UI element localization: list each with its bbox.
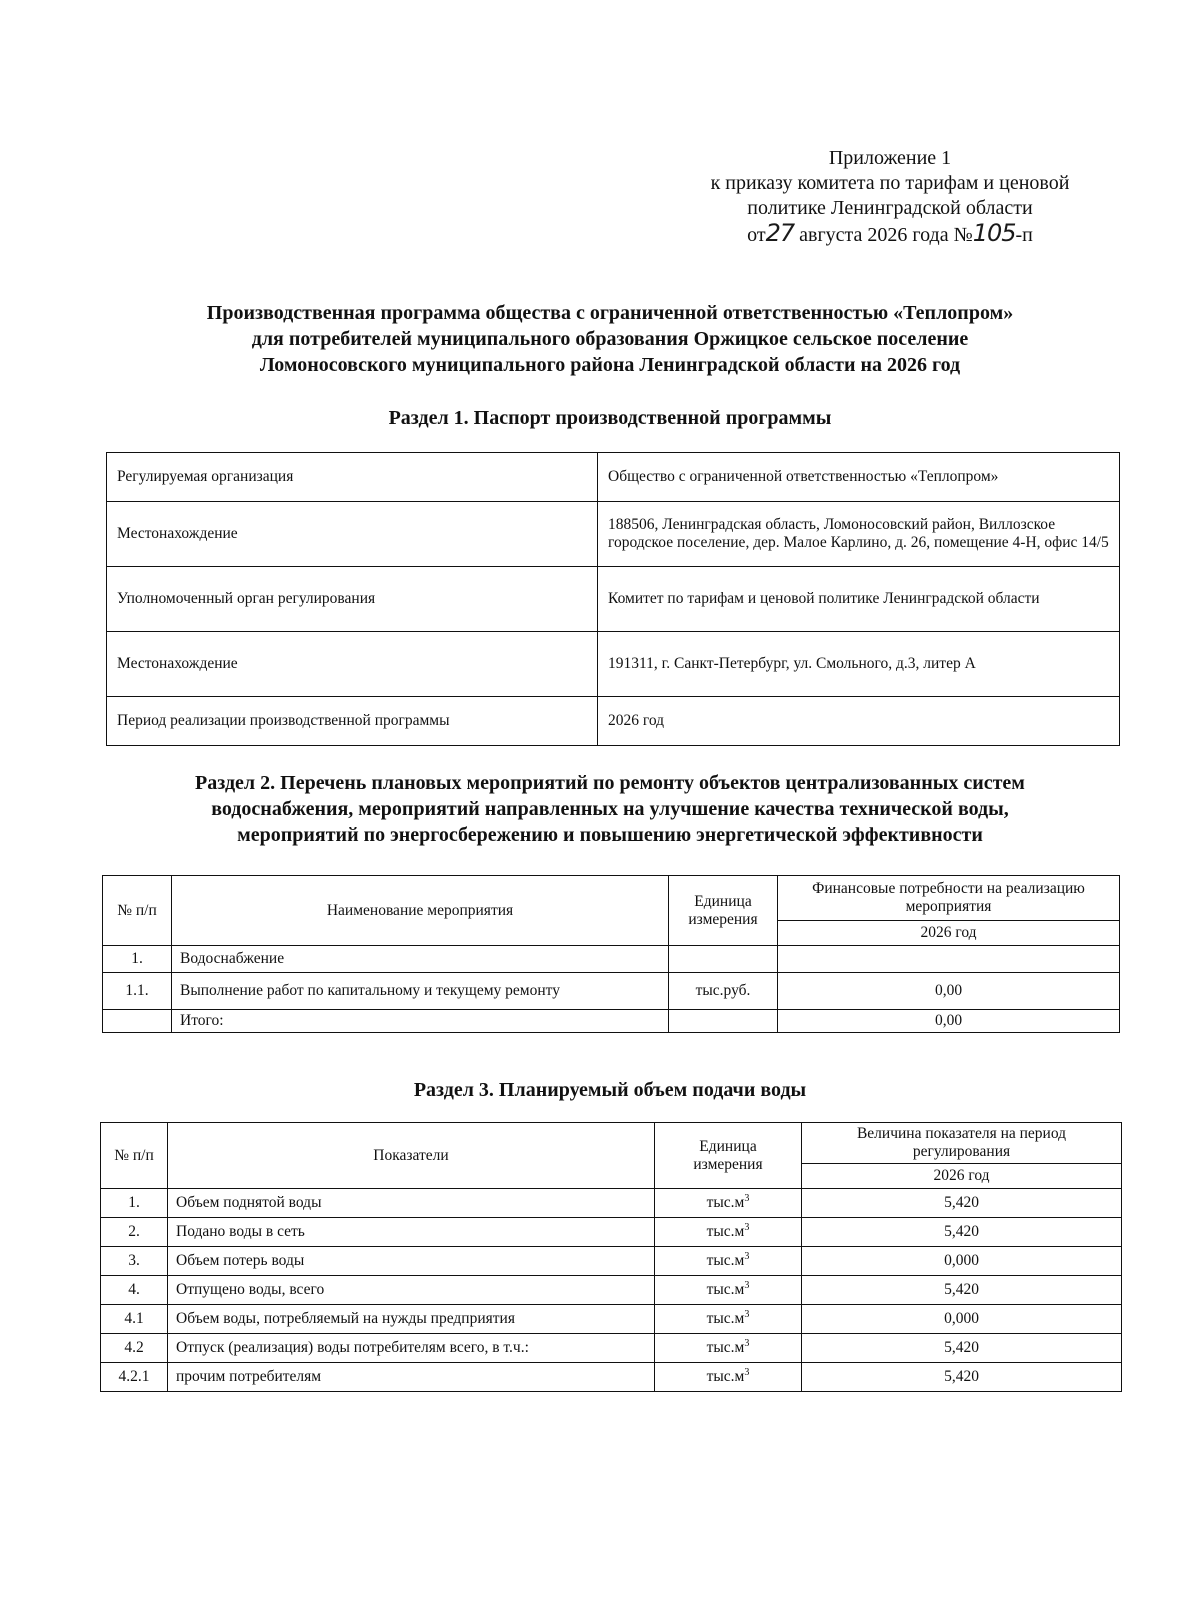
annex-date: августа 2026 года № <box>799 224 973 246</box>
measures-table <box>102 875 1120 1033</box>
header-finance: Финансовые потребности на реализацию мероприятия <box>778 876 1120 921</box>
passport-table <box>106 452 1120 746</box>
row-num: 4.1 <box>101 1305 168 1334</box>
row-name: Подано воды в сеть <box>168 1218 655 1247</box>
row-name: Итого: <box>172 1010 669 1033</box>
section3-title: Раздел 3. Планируемый объем подачи воды <box>413 1079 807 1101</box>
header-value: Величина показателя на период регулирования <box>802 1123 1122 1164</box>
table-row <box>107 632 1120 697</box>
table-row <box>103 1010 1120 1033</box>
row-unit: $тыс.м^3$ <box>655 1189 802 1218</box>
passport-value: 188506, Ленинградская область, Ломоносовский район, Виллозское городское поселение, дер. Малое Карлино, д. 26, помещение 4-Н, офис 14/5 <box>598 502 1120 567</box>
row-name: Выполнение работ по капитальному и текущему ремонту <box>172 973 669 1010</box>
header-name: Наименование мероприятия <box>172 876 669 946</box>
passport-value: 191311, г. Санкт-Петербург, ул. Смольного, д.3, литер А <box>598 632 1120 697</box>
passport-label: Местонахождение <box>107 502 598 567</box>
row-value: 5,420 <box>802 1189 1122 1218</box>
row-value <box>778 946 1120 973</box>
row-name: Объем потерь воды <box>168 1247 655 1276</box>
passport-label: Уполномоченный орган регулирования <box>107 567 598 632</box>
table-row <box>101 1247 1122 1276</box>
row-num: 4.2.1 <box>101 1363 168 1392</box>
row-num: 1. <box>101 1189 168 1218</box>
annex-number-handwritten: 105 <box>972 219 1016 247</box>
row-unit <box>669 946 778 973</box>
annex-date-line <box>660 221 1120 248</box>
passport-value: Комитет по тарифам и ценовой политике Ленинградской области <box>598 567 1120 632</box>
header-unit: Единица измерения <box>669 876 778 946</box>
annex-suffix: -п <box>1015 224 1033 246</box>
row-name: прочим потребителям <box>168 1363 655 1392</box>
section2-title-line-1: Раздел 2. Перечень плановых мероприятий по ремонту объектов централизованных систем <box>195 772 1025 794</box>
row-unit <box>669 1010 778 1033</box>
row-num <box>103 1010 172 1033</box>
row-unit: $тыс.м^3$ <box>655 1247 802 1276</box>
row-num: 1.1. <box>103 973 172 1010</box>
table-row <box>101 1189 1122 1218</box>
row-value: 0,000 <box>802 1305 1122 1334</box>
row-unit: $тыс.м^3$ <box>655 1305 802 1334</box>
row-name: Водоснабжение <box>172 946 669 973</box>
annex-line-2: к приказу комитета по тарифам и ценовой <box>710 172 1070 194</box>
annex-header <box>660 146 1120 248</box>
row-name: Отпуск (реализация) воды потребителям всего, в т.ч.: <box>168 1334 655 1363</box>
row-name: Объем воды, потребляемый на нужды предприятия <box>168 1305 655 1334</box>
row-name: Объем поднятой воды <box>168 1189 655 1218</box>
row-value: 0,00 <box>778 1010 1120 1033</box>
row-name: Отпущено воды, всего <box>168 1276 655 1305</box>
table-header-row <box>101 1123 1122 1164</box>
table-row <box>101 1218 1122 1247</box>
row-value: 5,420 <box>802 1334 1122 1363</box>
row-value: 5,420 <box>802 1276 1122 1305</box>
row-num: 3. <box>101 1247 168 1276</box>
header-year: 2026 год <box>802 1164 1122 1189</box>
row-unit: $тыс.м^3$ <box>655 1276 802 1305</box>
table-row <box>103 973 1120 1010</box>
table-row <box>107 453 1120 502</box>
row-unit: $тыс.м^3$ <box>655 1218 802 1247</box>
row-unit: тыс.руб. <box>669 973 778 1010</box>
annex-from: от <box>747 224 766 246</box>
section2-title-line-3: мероприятий по энергосбережению и повышению энергетической эффективности <box>237 824 983 846</box>
table-header-row <box>103 876 1120 921</box>
row-num: 4. <box>101 1276 168 1305</box>
title-line-3: Ломоносовского муниципального района Ленинградской области на 2026 год <box>259 354 961 376</box>
passport-label: Период реализации производственной программы <box>107 697 598 746</box>
table-row <box>107 697 1120 746</box>
row-unit: $тыс.м^3$ <box>655 1363 802 1392</box>
passport-label: Регулируемая организация <box>107 453 598 502</box>
table-row <box>101 1334 1122 1363</box>
passport-value: 2026 год <box>598 697 1120 746</box>
table-row <box>107 567 1120 632</box>
header-name: Показатели <box>168 1123 655 1189</box>
section2-title-line-2: водоснабжения, мероприятий направленных на улучшение качества технической воды, <box>211 798 1009 820</box>
header-num: № п/п <box>101 1123 168 1189</box>
row-num: 1. <box>103 946 172 973</box>
row-value: 0,000 <box>802 1247 1122 1276</box>
section1-title: Раздел 1. Паспорт производственной программы <box>388 407 832 429</box>
table-row <box>101 1305 1122 1334</box>
title-line-1: Производственная программа общества с ограниченной ответственностью «Теплопром» <box>206 302 1014 324</box>
row-num: 2. <box>101 1218 168 1247</box>
section2-title <box>100 770 1120 848</box>
header-num: № п/п <box>103 876 172 946</box>
title-line-2: для потребителей муниципального образования Оржицкое сельское поселение <box>251 328 969 350</box>
header-unit: Единица измерения <box>655 1123 802 1189</box>
header-year: 2026 год <box>778 921 1120 946</box>
row-value: 5,420 <box>802 1218 1122 1247</box>
annex-line-3: политике Ленинградской области <box>747 197 1033 219</box>
row-value: 0,00 <box>778 973 1120 1010</box>
row-num: 4.2 <box>101 1334 168 1363</box>
table-row <box>103 946 1120 973</box>
table-row <box>101 1363 1122 1392</box>
passport-label: Местонахождение <box>107 632 598 697</box>
row-value: 5,420 <box>802 1363 1122 1392</box>
annex-line-1: Приложение 1 <box>828 147 952 169</box>
table-row <box>107 502 1120 567</box>
water-volume-table <box>100 1122 1122 1392</box>
row-unit: $тыс.м^3$ <box>655 1334 802 1363</box>
annex-day-handwritten: 27 <box>765 219 795 247</box>
document-title <box>100 300 1120 378</box>
passport-value: Общество с ограниченной ответственностью «Теплопром» <box>598 453 1120 502</box>
table-row <box>101 1276 1122 1305</box>
